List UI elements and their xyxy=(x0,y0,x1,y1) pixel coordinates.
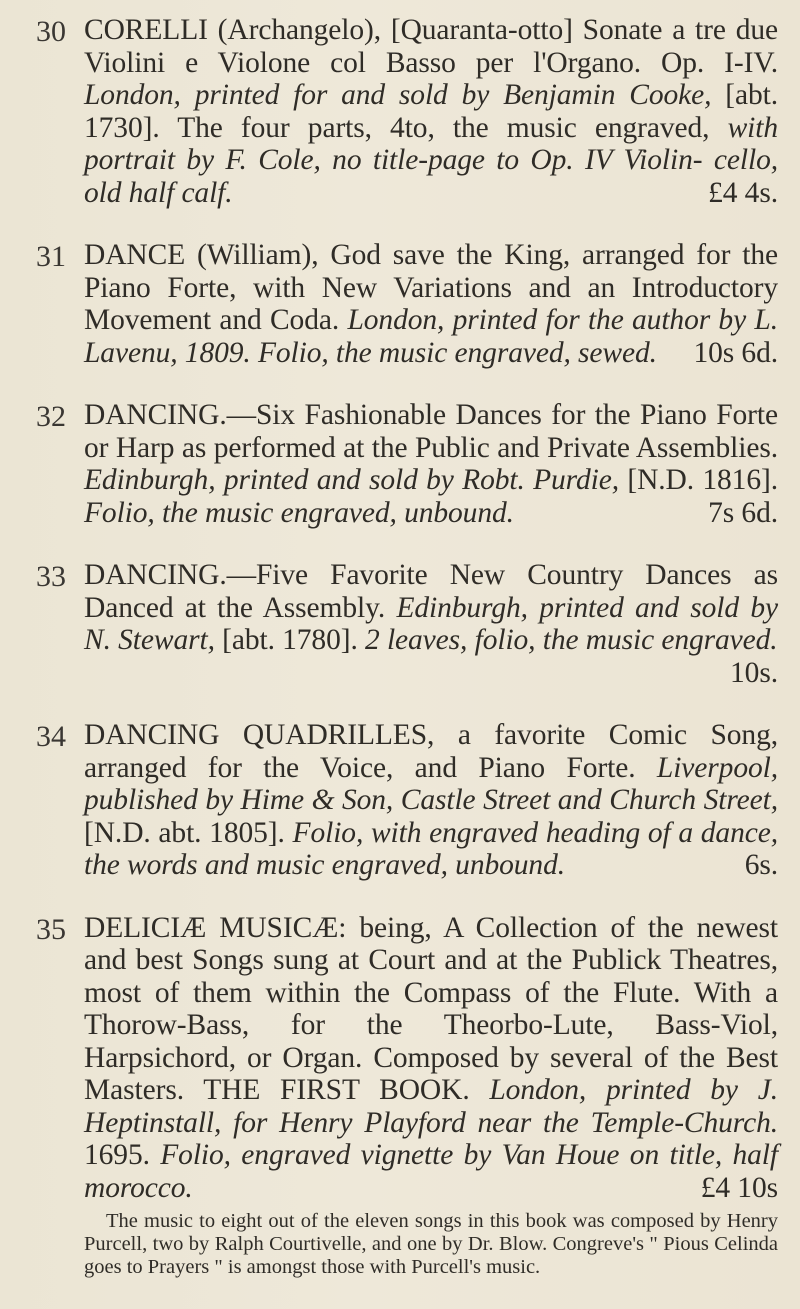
entry-price: 10s. xyxy=(730,656,778,689)
entry-text: 1695. xyxy=(84,1139,161,1171)
entry-text: DANCING.—Five Favorite New Country Dances as Danced at the Assembly. xyxy=(84,559,778,624)
entry-text: DELICIÆ MUSICÆ: being, A Collection of the newest and best Songs sung at Court and at the Publick Theatres, most of them within the Compass of the Flute. With a Thorow-Bass, for the Theorbo-Lute, Bass-Viol, Harpsichord, or Organ. Composed by several of the Best Masters. THE FIRST BOOK. xyxy=(84,911,778,1106)
entry-number: 30 xyxy=(36,15,66,48)
entry-number: 32 xyxy=(36,400,66,433)
entry-description xyxy=(84,719,778,882)
catalogue-entry-35 xyxy=(0,912,800,1280)
catalogue-entry-32 xyxy=(0,399,800,529)
entry-physical: Folio, engraved vignette by Van Houe on title, half morocco. xyxy=(84,1139,778,1204)
entry-imprint: London, printed by J. Heptinstall, for Henry Playford near the Temple-Church. xyxy=(84,1074,778,1139)
entry-imprint: Edinburgh, printed and sold by N. Stewart, xyxy=(84,591,778,656)
entry-price: 6s. xyxy=(744,849,778,881)
catalogue-entry-30 xyxy=(0,14,800,209)
entry-price: £4 4s. xyxy=(708,176,778,209)
entry-imprint: London, printed for and sold by Benjamin Cooke, xyxy=(84,79,712,111)
entry-price: 7s 6d. xyxy=(708,496,778,529)
entry-text: [N.D. abt. 1805]. xyxy=(84,816,293,849)
entry-description xyxy=(84,14,778,209)
catalogue-entry-33 xyxy=(0,559,800,689)
entry-physical: Folio, the music engraved, sewed. xyxy=(257,336,657,369)
entry-physical: 2 leaves, folio, the music engraved. xyxy=(365,624,778,656)
entry-price: £4 10s xyxy=(700,1171,778,1204)
entry-number: 33 xyxy=(36,560,66,593)
entry-text: [abt. 1780]. xyxy=(214,624,366,656)
entry-imprint: Liverpool, published by Hime & Son, Castle Street and Church Street, xyxy=(84,751,778,816)
entry-number: 31 xyxy=(36,240,66,273)
catalogue-entry-34 xyxy=(0,719,800,882)
entry-description xyxy=(84,559,778,689)
entry-text: [abt. 1730]. The four parts, 4to, the music engraved, xyxy=(84,79,779,144)
entry-price: 10s 6d. xyxy=(693,336,778,369)
entry-physical: cello, old half calf. xyxy=(84,144,778,209)
entry-physical: Folio, the music engraved, unbound. xyxy=(84,496,514,529)
entry-physical: with portrait by F. Cole, no title-page to Op. IV Violin- xyxy=(84,111,778,176)
entry-text xyxy=(251,337,258,369)
entry-number: 34 xyxy=(36,720,66,753)
catalogue-page xyxy=(0,14,800,1309)
entry-note: The music to eight out of the eleven songs in this book was composed by Henry Purcell, two by Ralph Courtivelle, and one by Dr. Blow. Congreve's " Pious Celinda goes to Prayers " is amongst those with Purcell's music. xyxy=(84,1210,778,1278)
entry-physical: Folio, with engraved heading of a dance, the words and music engraved, unbound. xyxy=(84,816,778,881)
entry-text: [N.D. 1816]. xyxy=(618,464,778,496)
entry-text: CORELLI (Archangelo), [Quaranta-otto] Sonate a tre due Violini e Violone col Basso per l'Organo. Op. I-IV. xyxy=(84,14,778,79)
entry-text: DANCING QUADRILLES, a favorite Comic Song, arranged for the Voice, and Piano Forte. xyxy=(84,719,778,784)
entry-number: 35 xyxy=(36,912,66,946)
catalogue-entry-31 xyxy=(0,239,800,369)
entry-description xyxy=(84,239,778,369)
entry-description xyxy=(84,912,778,1205)
entry-imprint: Edinburgh, printed and sold by Robt. Purdie, xyxy=(84,464,619,496)
entry-description xyxy=(84,399,778,529)
entry-text: DANCING.—Six Fashionable Dances for the Piano Forte or Harp as performed at the Public and Private Assemblies. xyxy=(84,399,778,464)
entry-text: DANCE (William), God save the King, arranged for the Piano Forte, with New Variations and an Introductory Movement and Coda. xyxy=(84,239,778,336)
entry-imprint: London, printed for the author by L. Lavenu, 1809. xyxy=(84,304,778,369)
